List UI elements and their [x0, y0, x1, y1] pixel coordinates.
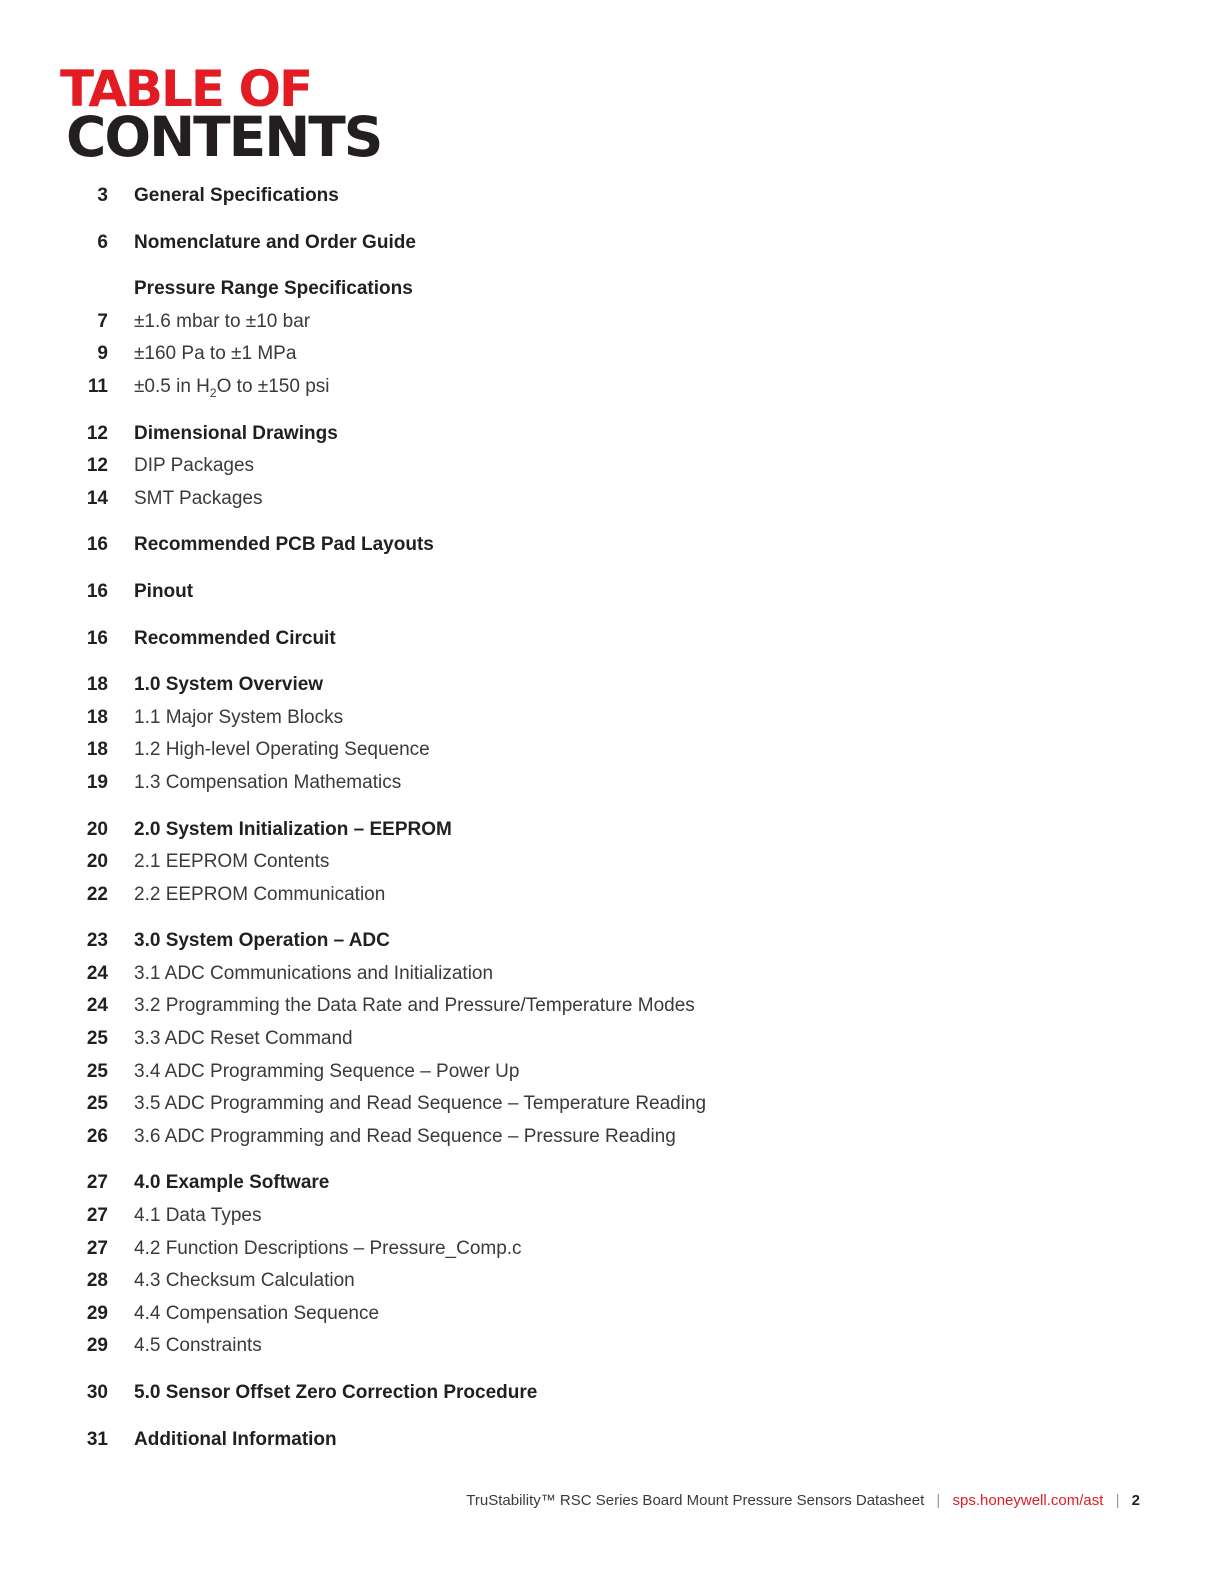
toc-group: [0, 925, 1224, 1153]
toc-page-number: 31: [86, 1428, 108, 1450]
toc-page-number: 29: [86, 1335, 108, 1357]
toc-entry-text: 1.3 Compensation Mathematics: [134, 771, 402, 793]
toc-entry-text: 3.4 ADC Programming Sequence – Power Up: [134, 1060, 520, 1082]
toc-page-number: 12: [86, 455, 108, 477]
toc-group: [0, 814, 1224, 912]
page-title: [60, 60, 382, 169]
toc-entry-text: Additional Information: [134, 1428, 337, 1450]
toc-group: [0, 623, 1224, 656]
toc-page-number: 16: [86, 580, 108, 602]
toc-page-number: 3: [97, 185, 108, 206]
toc-entry-heading[interactable]: [0, 576, 1224, 609]
toc-group: [0, 669, 1224, 799]
toc-group: [0, 1377, 1224, 1410]
toc-entry-heading[interactable]: [0, 1377, 1224, 1410]
toc-entry-subsection[interactable]: [0, 338, 1224, 371]
toc-entry-subsection[interactable]: [0, 1298, 1224, 1331]
toc-page-number: 27: [86, 1172, 108, 1194]
toc-entry-text: 1.2 High-level Operating Sequence: [134, 739, 430, 761]
toc-entry-text: 4.2 Function Descriptions – Pressure_Comp.c: [134, 1237, 522, 1259]
toc-entry-text: 5.0 Sensor Offset Zero Correction Procedure: [134, 1382, 538, 1403]
toc-entry-text: 2.1 EEPROM Contents: [134, 851, 330, 873]
toc-page-number: 16: [86, 627, 108, 649]
toc-page-number: 18: [86, 674, 108, 696]
footer-doc-title: TruStability™ RSC Series Board Mount Pressure Sensors Datasheet: [466, 1492, 925, 1509]
toc-entry-subsection[interactable]: [0, 1056, 1224, 1089]
toc-entry-heading[interactable]: [0, 925, 1224, 958]
toc-page-number: 30: [86, 1382, 108, 1403]
toc-page-number: 18: [86, 706, 108, 728]
toc-entry-text: 3.2 Programming the Data Rate and Pressure/Temperature Modes: [134, 995, 695, 1017]
toc-entry-subsection[interactable]: [0, 734, 1224, 767]
title-line-2: CONTENTS: [66, 105, 382, 169]
toc-entry-subsection[interactable]: [0, 1265, 1224, 1298]
toc-page-number: 6: [97, 231, 108, 253]
toc-entry-text: Dimensional Drawings: [134, 422, 338, 444]
toc-group: [0, 1424, 1224, 1457]
toc-entry-text: 3.3 ADC Reset Command: [134, 1028, 353, 1050]
toc-entry-text: 2.0 System Initialization – EEPROM: [134, 818, 452, 840]
toc-entry-heading[interactable]: [0, 529, 1224, 562]
toc-page-number: 25: [86, 1093, 108, 1115]
toc-entry-heading[interactable]: [0, 227, 1224, 260]
toc-entry-text: [134, 371, 330, 404]
footer-url-link[interactable]: sps.honeywell.com/ast: [952, 1492, 1104, 1509]
toc-entry-subsection[interactable]: [0, 702, 1224, 735]
toc-entry-subsection[interactable]: [0, 1330, 1224, 1363]
toc-page-number: 23: [86, 930, 108, 952]
toc-group: [0, 273, 1224, 403]
toc-entry-text: 4.5 Constraints: [134, 1335, 262, 1357]
toc-entry-text: SMT Packages: [134, 487, 263, 509]
title-line-1: TABLE OF: [60, 60, 312, 118]
toc-page-number: 26: [86, 1125, 108, 1147]
toc-group: [0, 1167, 1224, 1363]
toc-entry-text: 2.2 EEPROM Communication: [134, 883, 386, 905]
toc-entry-text: 4.0 Example Software: [134, 1172, 330, 1194]
toc-entry-text-part: ±0.5 in H: [134, 375, 210, 397]
toc-entry-heading[interactable]: [0, 418, 1224, 451]
toc-entry-text: General Specifications: [134, 185, 339, 206]
toc-entry-heading[interactable]: [0, 180, 1224, 213]
toc-group: [0, 180, 1224, 213]
toc-entry-text: 4.4 Compensation Sequence: [134, 1302, 380, 1324]
toc-entry-subsection[interactable]: [0, 306, 1224, 339]
toc-entry-text: Pinout: [134, 580, 194, 602]
toc-page-number: 24: [86, 995, 108, 1017]
toc-entry-text: 3.6 ADC Programming and Read Sequence – Pressure Reading: [134, 1125, 676, 1147]
toc-entry-heading[interactable]: [0, 669, 1224, 702]
toc-entry-subsection[interactable]: [0, 483, 1224, 516]
toc-entry-text: 1.1 Major System Blocks: [134, 706, 344, 728]
toc-entry-text: ±1.6 mbar to ±10 bar: [134, 310, 311, 332]
toc-page-number: 22: [86, 883, 108, 905]
table-of-contents: [0, 180, 1224, 1470]
toc-entry-heading[interactable]: [0, 814, 1224, 847]
toc-entry-subsection[interactable]: [0, 1233, 1224, 1266]
footer-page-number: 2: [1131, 1492, 1140, 1509]
toc-entry-text: 1.0 System Overview: [134, 674, 324, 696]
toc-page-number: 27: [86, 1237, 108, 1259]
toc-entry-text: Recommended Circuit: [134, 627, 336, 649]
toc-entry-text: 3.0 System Operation – ADC: [134, 930, 390, 952]
toc-entry-subsection[interactable]: [0, 767, 1224, 800]
toc-entry-text: Pressure Range Specifications: [134, 278, 413, 300]
toc-entry-text: DIP Packages: [134, 455, 255, 477]
toc-entry-heading[interactable]: [0, 273, 1224, 306]
toc-page-number: 18: [86, 739, 108, 761]
toc-page-number: 27: [86, 1205, 108, 1227]
toc-entry-heading[interactable]: [0, 1424, 1224, 1457]
toc-entry-subsection[interactable]: [0, 450, 1224, 483]
toc-entry-subscript: 2: [209, 385, 217, 400]
toc-page-number: 24: [86, 962, 108, 984]
toc-page-number: 14: [86, 487, 108, 509]
toc-page-number: 7: [97, 310, 108, 332]
toc-entry-text: Recommended PCB Pad Layouts: [134, 534, 434, 556]
footer-separator: |: [936, 1492, 941, 1509]
toc-entry-text: 3.1 ADC Communications and Initialization: [134, 962, 494, 984]
toc-page-number: 12: [86, 422, 108, 444]
toc-page-number: 11: [87, 375, 108, 397]
toc-page-number: 29: [86, 1302, 108, 1324]
toc-page-number: 28: [86, 1270, 108, 1292]
toc-page-number: 9: [97, 343, 108, 365]
toc-entry-text: ±160 Pa to ±1 MPa: [134, 343, 297, 365]
toc-entry-subsection[interactable]: [0, 990, 1224, 1023]
toc-entry-heading[interactable]: [0, 623, 1224, 656]
toc-page-number: 25: [86, 1028, 108, 1050]
toc-entry-text: 4.3 Checksum Calculation: [134, 1270, 355, 1292]
toc-entry-heading[interactable]: [0, 1167, 1224, 1200]
toc-page-number: 20: [86, 851, 108, 873]
toc-entry-text: 3.5 ADC Programming and Read Sequence – Temperature Reading: [134, 1093, 707, 1115]
toc-entry-subsection[interactable]: [0, 1088, 1224, 1121]
toc-entry-subsection[interactable]: [0, 846, 1224, 879]
toc-page-number: 16: [86, 534, 108, 556]
toc-group: [0, 576, 1224, 609]
toc-entry-subsection[interactable]: [0, 958, 1224, 991]
toc-entry-text-part: O to ±150 psi: [216, 375, 330, 397]
toc-page-number: 20: [86, 818, 108, 840]
toc-group: [0, 529, 1224, 562]
toc-entry-subsection[interactable]: [0, 1121, 1224, 1154]
footer-separator: |: [1115, 1492, 1120, 1509]
toc-group: [0, 418, 1224, 516]
toc-entry-subsection[interactable]: [0, 1200, 1224, 1233]
toc-entry-text: 4.1 Data Types: [134, 1205, 262, 1227]
toc-page-number: 25: [86, 1060, 108, 1082]
toc-entry-subsection[interactable]: [0, 879, 1224, 912]
toc-page-number: 19: [86, 771, 108, 793]
toc-entry-text: Nomenclature and Order Guide: [134, 231, 416, 253]
toc-entry-subsection[interactable]: [0, 371, 1224, 404]
page-footer: [466, 1492, 1140, 1509]
toc-entry-subsection[interactable]: [0, 1023, 1224, 1056]
toc-group: [0, 227, 1224, 260]
